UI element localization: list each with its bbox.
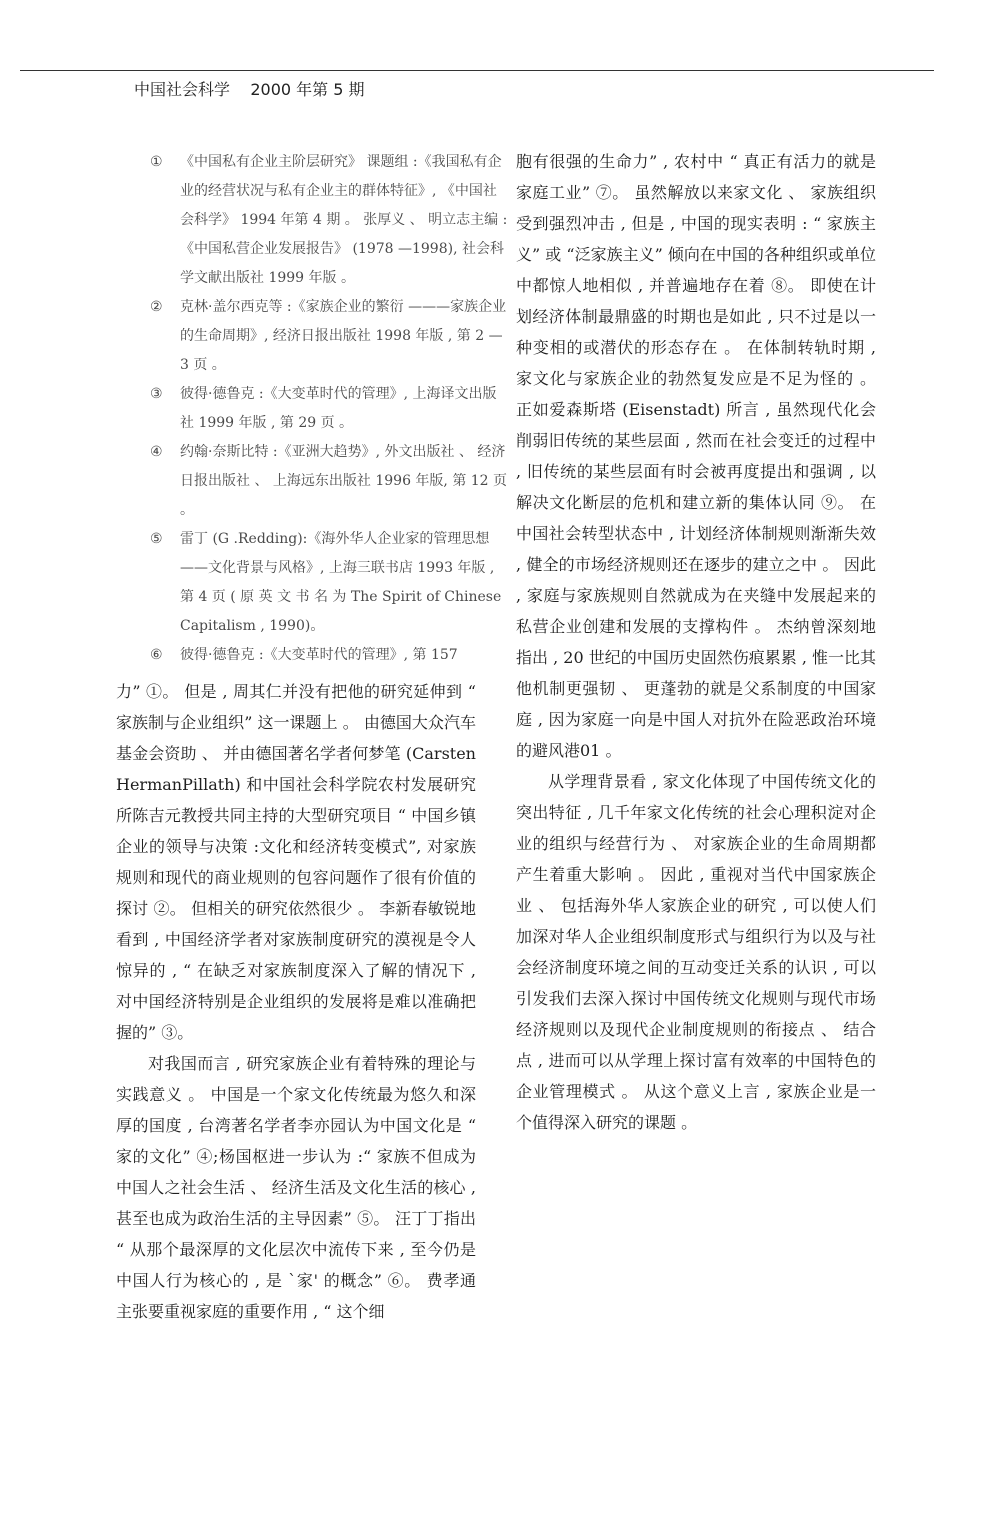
journal-name: 中国社会科学 [134, 80, 231, 99]
header-rule [20, 70, 934, 71]
footnote-number: ⑥ [150, 647, 163, 663]
paragraph: 从学理背景看 , 家文化体现了中国传统文化的突出特征 , 几千年家文化传统的社会心理积淀对企业的组织与经营行为 、 对家族企业的生命周期都产生着重大影响 。 因此 , 重视对当代中国家族企业 、 包括海外华人家族企业的研究 , 可以使人们加深对华人企业组织制度形式与组织行为以及与社会经济制度环境之间的互动变迁关系的认识 , 可以引发我们去深入探讨中国传统文化规则与现代市场经济规则以及现代企业制度规则的衔接点 、 结合点 , 进而可以从学理上探讨富有效率的中国特色的企业管理模式 。 从这个意义上言 , 家族企业是一个值得深入研究的课题 。 [516, 772, 876, 1132]
paragraph: 胞有很强的生命力” , 农村中 “ 真正有活力的就是家庭工业” ⑦。 虽然解放以来家文化 、 家族组织受到强烈冲击 , 但是 , 中国的现实表明 : “ 家族主义” 或 “泛家族主义” 倾向在中国的各种组织或单位中都惊人地相似 , 并普遍地存在着 ⑧。 即使在计划经济体制最鼎盛的时期也是如此 , 只不过是以一种变相的或潜伏的形态存在 。 在体制转轨时期 , 家文化与家族企业的勃然复发应是不足为怪的 。 正如爱森斯塔 (Eisenstadt) 所言 , 虽然现代化会削弱旧传统的某些层面 , 然而在社会变迁的过程中 , 旧传统的某些层面有时会被再度提出和强调 , 以解决文化断层的危机和建立新的集体认同 ⑨。 在中国社会转型状态中 , 计划经济体制规则渐渐失效 , 健全的市场经济规则还在逐步的建立之中 。 因此 , 家庭与家族规则自然就成为在夹缝中发展起来的私营企业创建和发展的支撑构件 。 杰纳曾深刻地指出 , 20 世纪的中国历史固然伤痕累累 , 惟一比其他机制更强韧 、 更蓬勃的就是父系制度的中国家庭 , 因为家庭一向是中国人对抗外在险恶政治环境的避风港01 。 [516, 152, 876, 760]
right-column [516, 146, 876, 1138]
issue-label: 2000 年第 5 期 [250, 80, 365, 99]
footnote-number: ⑤ [150, 531, 163, 547]
footnote-text: 彼得·德鲁克 :《大变革时代的管理》, 第 157 [180, 647, 458, 663]
footnote-text: 雷丁 (G .Redding):《海外华人企业家的管理思想 ——文化背景与风格》, 上海三联书店 1993 年版 , 第 4 页 ( 原 英 文 书 名 为 The Spirit of Chinese Capitalism , 1990)。 [180, 531, 502, 634]
footnote-number: ② [150, 299, 163, 315]
footnote-number: ③ [150, 386, 163, 402]
running-header [134, 77, 365, 100]
footnote-text: 克林·盖尔西克等 :《家族企业的繁衍 ———家族企业的生命周期》, 经济日报出版社 1998 年版 , 第 2 — 3 页 。 [180, 299, 507, 373]
footnote-number: ① [150, 154, 163, 170]
paragraph: 力” ①。 但是 , 周其仁并没有把他的研究延伸到 “ 家族制与企业组织” 这一课题上 。 由德国大众汽车基金会资助 、 并由德国著名学者何梦笔 (Carsten HermanPillath) 和中国社会科学院农村发展研究所陈吉元教授共同主持的大型研究项目 “ 中国乡镇企业的领导与决策 :文化和经济转变模式”, 对家族规则和现代的商业规则的包容问题作了很有价值的探讨 ②。 但相关的研究依然很少 。 李新春敏锐地看到 , 中国经济学者对家族制度研究的漠视是令人惊异的 , “ 在缺乏对家族制度深入了解的情况下 , 对中国经济特别是企业组织的发展将是难以准确把握的” ③。 [116, 682, 476, 1042]
footnote [150, 525, 510, 641]
footnote [150, 380, 510, 438]
footnotes [150, 148, 510, 670]
footnote-text: 约翰·奈斯比特 :《亚洲大趋势》, 外文出版社 、 经济日报出版社 、 上海远东出版社 1996 年版, 第 12 页 。 [180, 444, 508, 518]
footnote-number: ④ [150, 444, 163, 460]
footnote [150, 293, 510, 380]
left-column [116, 676, 476, 1327]
footnote [150, 438, 510, 525]
footnote-text: 彼得·德鲁克 :《大变革时代的管理》, 上海译文出版社 1999 年版 , 第 29 页 。 [180, 386, 497, 431]
footnote [150, 641, 510, 670]
footnote-text: 《中国私有企业主阶层研究》 课题组 :《我国私有企业的经营状况与私有企业主的群体特征》, 《中国社会科学》 1994 年第 4 期 。 张厚义 、 明立志主编 :《中国私营企业发展报告》 (1978 —1998), 社会科学文献出版社 1999 年版 。 [180, 154, 508, 286]
footnote [150, 148, 510, 293]
paragraph: 对我国而言 , 研究家族企业有着特殊的理论与实践意义 。 中国是一个家文化传统最为悠久和深厚的国度 , 台湾著名学者李亦园认为中国文化是 “ 家的文化” ④;杨国枢进一步认为 :“ 家族不但成为中国人之社会生活 、 经济生活及文化生活的核心 , 甚至也成为政治生活的主导因素” ⑤。 汪丁丁指出 “ 从那个最深厚的文化层次中流传下来 , 至今仍是中国人行为核心的 , 是 `家' 的概念” ⑥。 费孝通主张要重视家庭的重要作用 , “ 这个细 [116, 1054, 476, 1321]
